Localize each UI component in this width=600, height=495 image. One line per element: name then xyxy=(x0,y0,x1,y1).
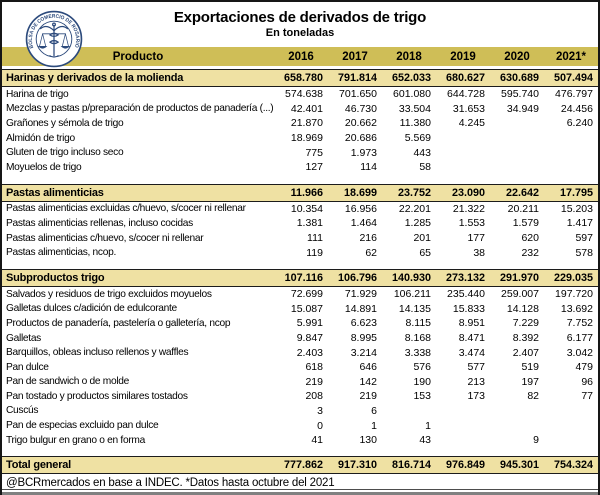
product-label: Trigo bulgur en grano o en forma xyxy=(6,434,145,446)
product-label: Pan tostado y productos similares tostados xyxy=(6,390,188,402)
column-header-row xyxy=(2,47,598,66)
value-cell: 1.417 xyxy=(566,217,593,230)
column-header-product: Producto xyxy=(2,47,274,66)
product-label: Barquillos, obleas incluso rellenos y waffles xyxy=(6,347,189,359)
section-total-cell: 11.966 xyxy=(274,184,328,201)
value-cell: 15.203 xyxy=(560,202,593,215)
value-cell: 2.407 xyxy=(512,346,539,359)
total-value-cell: 777.862 xyxy=(274,457,328,474)
exports-table xyxy=(2,47,598,474)
value-cell: 42.401 xyxy=(290,102,323,115)
product-row xyxy=(2,102,598,117)
column-header-year: 2019 xyxy=(436,47,490,66)
value-cell: 127 xyxy=(305,161,323,174)
product-label: Pastas alimenticias, ncop. xyxy=(6,247,116,259)
value-cell: 197 xyxy=(521,375,539,388)
product-row xyxy=(2,433,598,448)
value-cell: 219 xyxy=(305,375,323,388)
section-total-cell: 680.627 xyxy=(436,70,490,87)
value-cell: 21.870 xyxy=(290,117,323,130)
value-cell: 578 xyxy=(575,246,593,259)
value-cell: 8.168 xyxy=(404,332,431,345)
value-cell: 213 xyxy=(467,375,485,388)
value-cell: 576 xyxy=(413,361,431,374)
titlebar xyxy=(2,2,598,50)
value-cell xyxy=(544,131,598,146)
source-note: @BCRmercados en base a INDEC. *Datos hasta octubre del 2021 xyxy=(6,477,335,490)
value-cell: 9 xyxy=(533,434,539,447)
value-cell: 232 xyxy=(521,246,539,259)
report-subtitle: En toneladas xyxy=(265,27,335,39)
section-header-row xyxy=(2,70,598,87)
section-header-row xyxy=(2,184,598,201)
product-row xyxy=(2,331,598,346)
total-value-cell: 976.849 xyxy=(436,457,490,474)
value-cell: 1.973 xyxy=(350,146,377,159)
value-cell: 577 xyxy=(467,361,485,374)
value-cell: 142 xyxy=(359,375,377,388)
value-cell xyxy=(544,418,598,433)
section-total-cell: 791.814 xyxy=(328,70,382,87)
section-total-cell: 17.795 xyxy=(544,184,598,201)
value-cell: 77 xyxy=(581,390,593,403)
value-cell: 6.177 xyxy=(566,332,593,345)
value-cell: 597 xyxy=(575,232,593,245)
value-cell: 601.080 xyxy=(393,88,431,101)
total-value-cell: 754.324 xyxy=(544,457,598,474)
value-cell: 519 xyxy=(521,361,539,374)
value-cell: 6 xyxy=(371,404,377,417)
value-cell: 618 xyxy=(305,361,323,374)
product-row xyxy=(2,404,598,419)
product-label: Pan de sandwich o de molde xyxy=(6,376,130,388)
value-cell: 0 xyxy=(317,419,323,432)
value-cell: 173 xyxy=(467,390,485,403)
value-cell: 1.579 xyxy=(512,217,539,230)
product-label: Mezclas y pastas p/preparación de productos de panadería (...) xyxy=(6,103,274,115)
value-cell xyxy=(490,131,544,146)
value-cell: 8.115 xyxy=(405,317,431,330)
value-cell: 7.752 xyxy=(566,317,593,330)
value-cell: 15.833 xyxy=(452,302,485,315)
value-cell xyxy=(544,145,598,160)
value-cell: 71.929 xyxy=(344,288,377,301)
value-cell: 62 xyxy=(365,246,377,259)
section-total-cell: 507.494 xyxy=(544,70,598,87)
product-label: Galletas dulces c/adición de edulcorante xyxy=(6,303,177,315)
value-cell: 106.211 xyxy=(393,288,431,301)
value-cell: 43 xyxy=(419,434,431,447)
value-cell: 1 xyxy=(371,419,377,432)
value-cell: 3.338 xyxy=(404,346,431,359)
value-cell: 11.380 xyxy=(399,117,431,130)
value-cell: 235.440 xyxy=(447,288,485,301)
section-total-cell: 652.033 xyxy=(382,70,436,87)
value-cell: 20.211 xyxy=(507,202,539,215)
value-cell: 5.569 xyxy=(404,132,431,145)
value-cell: 33.504 xyxy=(398,102,431,115)
value-cell: 2.403 xyxy=(296,346,323,359)
column-header-year: 2018 xyxy=(382,47,436,66)
section-header-row xyxy=(2,269,598,286)
value-cell: 58 xyxy=(419,161,431,174)
product-row xyxy=(2,131,598,146)
product-row xyxy=(2,302,598,317)
column-header-year: 2016 xyxy=(274,47,328,66)
product-label: Pastas alimenticias rellenas, incluso cocidas xyxy=(6,217,193,229)
value-cell: 14.135 xyxy=(398,302,431,315)
product-row xyxy=(2,360,598,375)
product-label: Moyuelos de trigo xyxy=(6,161,82,173)
product-row xyxy=(2,389,598,404)
value-cell: 8.995 xyxy=(350,332,377,345)
product-label: Salvados y residuos de trigo excluidos moyuelos xyxy=(6,288,212,300)
value-cell: 20.662 xyxy=(344,117,377,130)
section-total-cell: 107.116 xyxy=(274,269,328,286)
section-total-cell: 22.642 xyxy=(490,184,544,201)
section-label: Harinas y derivados de la molienda xyxy=(2,70,274,87)
product-row xyxy=(2,145,598,160)
value-cell: 13.692 xyxy=(560,302,593,315)
value-cell xyxy=(436,131,490,146)
value-cell xyxy=(544,433,598,448)
value-cell: 177 xyxy=(467,232,485,245)
bcr-logo xyxy=(25,10,83,68)
value-cell: 476.797 xyxy=(555,88,593,101)
value-cell: 3.214 xyxy=(350,346,377,359)
value-cell xyxy=(544,160,598,175)
spacer-cell xyxy=(2,447,598,457)
value-cell xyxy=(436,418,490,433)
value-cell xyxy=(490,116,544,131)
value-cell: 7.229 xyxy=(512,317,539,330)
table-body xyxy=(2,66,598,474)
value-cell xyxy=(544,404,598,419)
value-cell: 208 xyxy=(305,390,323,403)
value-cell: 34.949 xyxy=(506,102,539,115)
value-cell: 216 xyxy=(359,232,377,245)
value-cell: 5.991 xyxy=(296,317,323,330)
product-label: Productos de panadería, pastelería o galletería, ncop xyxy=(6,317,231,329)
value-cell: 96 xyxy=(581,375,593,388)
value-cell xyxy=(490,160,544,175)
product-row xyxy=(2,418,598,433)
value-cell: 8.471 xyxy=(458,332,485,345)
value-cell: 6.240 xyxy=(566,117,593,130)
spacer-row xyxy=(2,260,598,270)
product-row xyxy=(2,87,598,102)
value-cell: 153 xyxy=(413,390,431,403)
value-cell: 72.699 xyxy=(290,288,323,301)
column-header-year: 2020 xyxy=(490,47,544,66)
product-label: Almidón de trigo xyxy=(6,132,75,144)
total-row xyxy=(2,457,598,474)
product-label: Galletas xyxy=(6,332,41,344)
spacer-row xyxy=(2,175,598,185)
value-cell: 197.720 xyxy=(555,288,593,301)
product-label: Harina de trigo xyxy=(6,88,69,100)
bottom-rule xyxy=(2,489,598,495)
value-cell: 775 xyxy=(305,146,323,159)
value-cell: 20.686 xyxy=(344,132,377,145)
value-cell: 10.354 xyxy=(290,202,323,215)
value-cell xyxy=(490,404,544,419)
value-cell xyxy=(436,404,490,419)
product-row xyxy=(2,231,598,246)
value-cell: 219 xyxy=(359,390,377,403)
value-cell: 38 xyxy=(473,246,485,259)
section-total-cell: 630.689 xyxy=(490,70,544,87)
product-row xyxy=(2,316,598,331)
product-label: Grañones y sémola de trigo xyxy=(6,117,124,129)
product-label: Cuscús xyxy=(6,405,39,417)
value-cell: 9.847 xyxy=(296,332,323,345)
value-cell: 1 xyxy=(425,419,431,432)
product-label: Pan dulce xyxy=(6,361,49,373)
value-cell: 82 xyxy=(527,390,539,403)
value-cell: 15.087 xyxy=(290,302,323,315)
product-label: Pastas alimenticias excluidas c/huevo, s/cocer ni rellenar xyxy=(6,203,246,215)
logo-ring-text: BOLSA DE COMERCIO DE ROSARIO xyxy=(27,13,81,50)
value-cell: 574.638 xyxy=(285,88,323,101)
product-row xyxy=(2,116,598,131)
value-cell: 18.969 xyxy=(290,132,323,145)
value-cell: 595.740 xyxy=(501,88,539,101)
value-cell: 16.956 xyxy=(344,202,377,215)
value-cell: 259.007 xyxy=(501,288,539,301)
value-cell: 3.042 xyxy=(566,346,593,359)
value-cell xyxy=(382,404,436,419)
value-cell: 22.201 xyxy=(398,202,431,215)
column-header-year: 2021* xyxy=(544,47,598,66)
value-cell: 8.951 xyxy=(458,317,485,330)
section-total-cell: 23.090 xyxy=(436,184,490,201)
value-cell: 3.474 xyxy=(458,346,485,359)
section-total-cell: 229.035 xyxy=(544,269,598,286)
value-cell: 701.650 xyxy=(339,88,377,101)
product-row xyxy=(2,160,598,175)
value-cell: 31.653 xyxy=(452,102,485,115)
section-label: Pastas alimenticias xyxy=(2,184,274,201)
value-cell: 6.623 xyxy=(350,317,377,330)
spacer-cell xyxy=(2,175,598,185)
value-cell: 1.553 xyxy=(458,217,485,230)
value-cell: 8.392 xyxy=(512,332,539,345)
value-cell: 65 xyxy=(419,246,431,259)
value-cell: 130 xyxy=(359,434,377,447)
value-cell: 14.891 xyxy=(344,302,377,315)
product-label: Gluten de trigo incluso seco xyxy=(6,147,124,159)
section-total-cell: 291.970 xyxy=(490,269,544,286)
product-row xyxy=(2,216,598,231)
report-title: Exportaciones de derivados de trigo xyxy=(173,9,427,26)
total-value-cell: 945.301 xyxy=(490,457,544,474)
value-cell xyxy=(490,418,544,433)
section-total-cell: 658.780 xyxy=(274,70,328,87)
total-value-cell: 917.310 xyxy=(328,457,382,474)
column-header-year: 2017 xyxy=(328,47,382,66)
value-cell: 1.285 xyxy=(404,217,431,230)
total-label: Total general xyxy=(2,457,274,474)
product-label: Pastas alimenticias c/huevo, s/cocer ni rellenar xyxy=(6,232,204,244)
product-row xyxy=(2,286,598,301)
value-cell xyxy=(436,160,490,175)
value-cell: 443 xyxy=(413,146,431,159)
spacer-cell xyxy=(2,260,598,270)
section-total-cell: 106.796 xyxy=(328,269,382,286)
product-label: Pan de especias excluido pan dulce xyxy=(6,420,159,432)
value-cell: 21.322 xyxy=(452,202,485,215)
section-total-cell: 140.930 xyxy=(382,269,436,286)
section-total-cell: 18.699 xyxy=(328,184,382,201)
value-cell: 4.245 xyxy=(458,117,485,130)
value-cell: 114 xyxy=(360,161,377,174)
spacer-row xyxy=(2,447,598,457)
value-cell xyxy=(436,145,490,160)
product-row xyxy=(2,375,598,390)
value-cell xyxy=(436,433,490,448)
section-label: Subproductos trigo xyxy=(2,269,274,286)
value-cell xyxy=(490,145,544,160)
product-row xyxy=(2,201,598,216)
value-cell: 646 xyxy=(359,361,377,374)
total-value-cell: 816.714 xyxy=(382,457,436,474)
value-cell: 1.381 xyxy=(296,217,323,230)
value-cell: 190 xyxy=(413,375,431,388)
value-cell: 41 xyxy=(311,434,323,447)
value-cell: 119 xyxy=(306,246,323,259)
value-cell: 46.730 xyxy=(344,102,377,115)
product-row xyxy=(2,345,598,360)
product-row xyxy=(2,245,598,260)
value-cell: 14.128 xyxy=(506,302,539,315)
value-cell: 620 xyxy=(521,232,539,245)
section-total-cell: 23.752 xyxy=(382,184,436,201)
value-cell: 201 xyxy=(413,232,431,245)
value-cell: 479 xyxy=(575,361,593,374)
value-cell: 3 xyxy=(317,404,323,417)
value-cell: 1.464 xyxy=(350,217,377,230)
value-cell: 644.728 xyxy=(447,88,485,101)
value-cell: 111 xyxy=(307,232,323,245)
value-cell: 24.456 xyxy=(560,102,593,115)
section-total-cell: 273.132 xyxy=(436,269,490,286)
